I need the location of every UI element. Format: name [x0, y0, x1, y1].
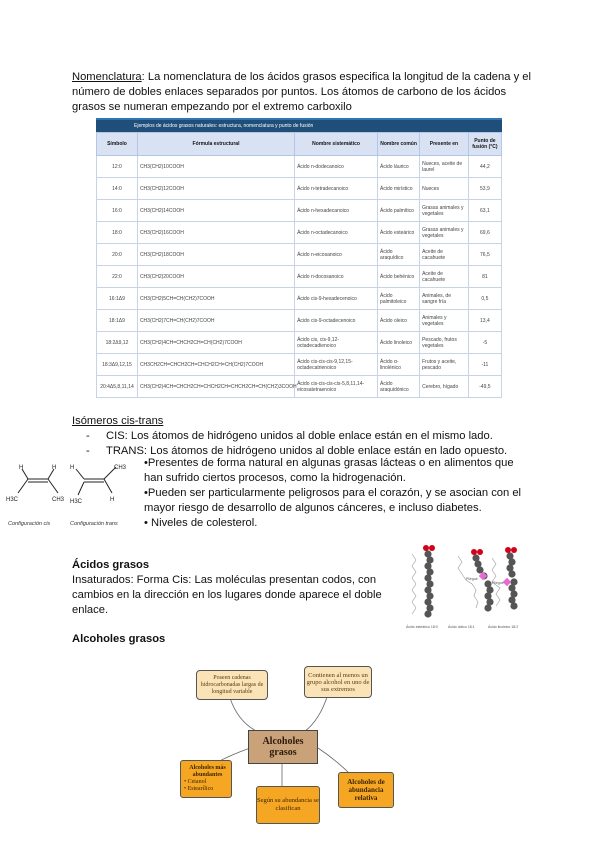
column-header: Punto de fusión (°C) — [468, 133, 501, 156]
table-cell: Ácido α-linolénico — [378, 354, 420, 376]
column-header: Nombre sistemático — [295, 133, 378, 156]
table-cell: 63,1 — [468, 200, 501, 222]
node-top-right: Contienen al menos un grupo alcohol en uno de sus extremos — [304, 666, 372, 698]
atom-label: H — [70, 465, 75, 471]
list-item: - CIS: Los átomos de hidrógeno unidos al doble enlace están en el mismo lado. — [86, 429, 542, 444]
table-cell: 81 — [468, 266, 501, 288]
table-cell: Ácido n-eicosanoico — [295, 244, 378, 266]
intro-line-1: Nomenclatura: La nomenclatura de los ácidos grasos especifica la longitud de la cadena y el — [72, 71, 531, 83]
node-left-item: • Estearílico — [184, 786, 214, 792]
table-cell: Nueces — [420, 178, 469, 200]
table-cell: CH3(CH2)4CH=CHCH2CH=CHCH2CH=CHCH2CH=CH(CH2)3COOH — [137, 376, 294, 398]
table-cell: 44,2 — [468, 156, 501, 178]
table-cell: CH3(CH2)16COOH — [137, 222, 294, 244]
note-line: •Presentes de forma natural en algunas grasas lácteas o en alimentos que — [144, 457, 514, 469]
table-cell: CH3(CH2)10COOH — [137, 156, 294, 178]
fatty-acid-table — [96, 118, 502, 398]
column-header: Símbolo — [97, 133, 138, 156]
intro-section — [72, 70, 542, 115]
column-header: Fórmula estructural — [137, 133, 294, 156]
atom-label: CH3 — [52, 497, 65, 503]
isomers-list — [86, 429, 542, 459]
table-cell: Ácido n-docosanoico — [295, 266, 378, 288]
table-cell: -49,5 — [468, 376, 501, 398]
table-cell: 18:2Δ9,12 — [97, 332, 138, 354]
cis-trans-diagram — [4, 463, 132, 531]
table-cell: Ácido behénico — [378, 266, 420, 288]
alcohols-heading: Alcoholes grasos — [72, 633, 166, 645]
table-cell: CH3(CH2)14COOH — [137, 200, 294, 222]
table-cell: 53,9 — [468, 178, 501, 200]
isomers-heading: Isómeros cis-trans — [72, 415, 164, 427]
fatty-acids-section — [72, 558, 402, 618]
table-row — [97, 332, 502, 354]
table-cell: 18:0 — [97, 222, 138, 244]
table-row — [97, 178, 502, 200]
table-cell: Ácido mirístico — [378, 178, 420, 200]
table-cell: 18:1Δ9 — [97, 310, 138, 332]
intro-heading: Nomenclatura — [72, 71, 142, 83]
table-cell: Aceite de cacahuete — [420, 266, 469, 288]
table-cell: Ácido palmítico — [378, 200, 420, 222]
isomer-notes — [144, 456, 584, 531]
table-cell: Ácido cis-cis-cis-9,12,15-octadecatrienoico — [295, 354, 378, 376]
model-label: Pliegue — [492, 581, 504, 585]
node-left-item: • Cetanol — [184, 779, 207, 785]
table-header-row — [97, 133, 502, 156]
model-caption: Ácido esteárico 18:0 — [406, 625, 438, 629]
note-line: • Niveles de colesterol. — [144, 517, 258, 529]
atom-label: H — [110, 497, 115, 503]
table-cell: Ácido láurico — [378, 156, 420, 178]
table-cell: Ácido n-dodecanoico — [295, 156, 378, 178]
table-cell: -11 — [468, 354, 501, 376]
table-cell: CH3(CH2)18COOH — [137, 244, 294, 266]
table-cell: CH3CH2CH=CHCH2CH=CHCH2CH=CH(CH2)7COOH — [137, 354, 294, 376]
cis-caption: Configuración cis — [8, 521, 51, 527]
model-label: Pliegue — [466, 577, 478, 581]
table-grid — [96, 132, 502, 398]
cis-trans-structure-image — [4, 463, 132, 531]
model-caption: Ácido oleico 18:1 — [448, 625, 475, 629]
column-header: Presente en — [420, 133, 469, 156]
table-row — [97, 354, 502, 376]
fatty-acids-heading: Ácidos grasos — [72, 559, 150, 571]
atom-label: H3C — [70, 499, 83, 505]
table-cell: 16:0 — [97, 200, 138, 222]
model-caption: Ácido linoleico 18:2 — [488, 625, 519, 629]
table-cell: 13,4 — [468, 310, 501, 332]
node-left — [180, 760, 232, 798]
table-cell: Ácido araquídico — [378, 244, 420, 266]
table-cell: Ácido palmitoleico — [378, 288, 420, 310]
table-cell: Ácido oleico — [378, 310, 420, 332]
table-cell: Frutos y aceite, pescado — [420, 354, 469, 376]
node-center: Alcoholes grasos — [248, 730, 318, 764]
table-row — [97, 266, 502, 288]
table-cell: Pescado, frutos vegetales — [420, 332, 469, 354]
table-cell: 0,5 — [468, 288, 501, 310]
isomers-section — [72, 414, 542, 459]
atom-label: H — [52, 465, 57, 471]
fatty-acids-line: cambios en la dirección en los lugares donde aparece el doble — [72, 589, 382, 601]
trans-caption: Configuración trans — [70, 521, 118, 527]
table-cell: 12:0 — [97, 156, 138, 178]
table-cell: Cerebro, hígado — [420, 376, 469, 398]
atom-label: H3C — [6, 497, 19, 503]
table-cell: Grasas animales y vegetales — [420, 200, 469, 222]
intro-line-3: grasos se numeran empezando por el extremo carboxilo — [72, 101, 352, 113]
note-line: mayor riesgo de desarrollo de algunos cánceres, e incluso diabetes. — [144, 502, 482, 514]
column-header: Nombre común — [378, 133, 420, 156]
table-cell: Ácido cis-9-octadecenoico — [295, 310, 378, 332]
table-cell: Ácido cis, cis-9,12-octadecadienoico — [295, 332, 378, 354]
table-row — [97, 156, 502, 178]
node-right: Alcoholes de abundancia relativa — [338, 772, 394, 808]
table-cell: CH3(CH2)12COOH — [137, 178, 294, 200]
intro-line-2: número de dobles enlaces separados por puntos. Los átomos de carbono de los ácidos — [72, 86, 507, 98]
table-cell: Ácido linoleico — [378, 332, 420, 354]
molecule-models-image — [404, 544, 526, 636]
table-cell: Ácido esteárico — [378, 222, 420, 244]
table-cell: 22:0 — [97, 266, 138, 288]
node-left-title: Alcoholes más abundantes — [189, 765, 226, 778]
atom-label: CH3 — [114, 465, 127, 471]
table-cell: Animales y vegetales — [420, 310, 469, 332]
table-cell: Ácido n-hexadecanoico — [295, 200, 378, 222]
table-row — [97, 222, 502, 244]
note-line: han sufrido ciertos procesos, como la hidrogenación. — [144, 472, 406, 484]
table-cell: CH3(CH2)4CH=CHCH2CH=CH(CH2)7COOH — [137, 332, 294, 354]
table-cell: Ácido n-tetradecanoico — [295, 178, 378, 200]
table-cell: Ácido cis-9-hexadecenoico — [295, 288, 378, 310]
table-cell: 18:3Δ9,12,15 — [97, 354, 138, 376]
table-row — [97, 288, 502, 310]
table-caption: Ejemplos de ácidos grasos naturales: estructura, nomenclatura y punto de fusión — [96, 118, 502, 132]
molecule-models-svg — [404, 544, 526, 636]
table-body — [97, 156, 502, 398]
alcohols-heading-wrap — [72, 632, 165, 647]
fatty-acids-line: enlace. — [72, 604, 109, 616]
table-cell: Animales, de sangre fría — [420, 288, 469, 310]
table-row — [97, 310, 502, 332]
table-cell: 76,5 — [468, 244, 501, 266]
table-cell: 20:0 — [97, 244, 138, 266]
alcohols-mindmap — [178, 664, 400, 832]
table-cell: CH3(CH2)5CH=CH(CH2)7COOH — [137, 288, 294, 310]
table-cell: CH3(CH2)20COOH — [137, 266, 294, 288]
table-cell: 14:0 — [97, 178, 138, 200]
table-cell: 16:1Δ9 — [97, 288, 138, 310]
table-cell: 20:4Δ5,8,11,14 — [97, 376, 138, 398]
table-cell: Ácido araquidónico — [378, 376, 420, 398]
table-cell: CH3(CH2)7CH=CH(CH2)7COOH — [137, 310, 294, 332]
table-cell: Ácido n-octadecanoico — [295, 222, 378, 244]
table-row — [97, 376, 502, 398]
atom-label: H — [19, 465, 24, 471]
note-line: •Pueden ser particularmente peligrosos para el corazón, y se asocian con el — [144, 487, 522, 499]
table-cell: Ácido cis-cis-cis-cis-5,8,11,14-eicosatetraenoico — [295, 376, 378, 398]
table-row — [97, 244, 502, 266]
table-cell: 69,6 — [468, 222, 501, 244]
fatty-acids-line: Insaturados: Forma Cis: Las moléculas presentan codos, con — [72, 574, 377, 586]
table-cell: Nueces, aceite de laurel — [420, 156, 469, 178]
node-bottom: Según su abundancia se clasifican — [256, 786, 320, 824]
list-item: - TRANS: Los átomos de hidrógeno unidos al doble enlace están en lado opuesto. — [86, 444, 542, 459]
table-row — [97, 200, 502, 222]
node-top-left: Poseen cadenas hidrocarbonadas largas de longitud variable — [196, 670, 268, 700]
table-cell: -5 — [468, 332, 501, 354]
table-cell: Aceite de cacahuete — [420, 244, 469, 266]
table-cell: Grasas animales y vegetales — [420, 222, 469, 244]
